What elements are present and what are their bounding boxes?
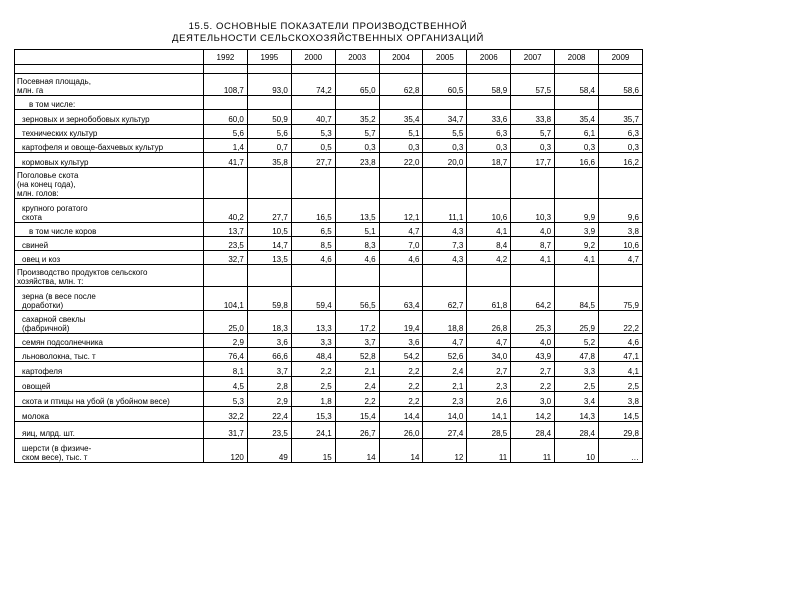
table-row [15,348,643,362]
value-cell: 76,4 [204,348,248,362]
value-cell: 6,3 [599,125,643,139]
value-cell: 4,7 [467,334,511,348]
table-row [15,168,643,199]
value-cell: 34,0 [467,348,511,362]
value-cell: 59,8 [247,287,291,311]
value-cell [555,96,599,110]
value-cell [335,265,379,287]
value-cell: 14 [335,439,379,463]
value-cell [247,96,291,110]
value-cell: 62,8 [379,74,423,96]
row-label-cell: зерна (в весе после доработки) [15,287,204,311]
value-cell: 17,7 [511,153,555,168]
value-cell: 8,1 [204,362,248,377]
value-cell: 10,6 [467,199,511,223]
value-cell: 3,6 [379,334,423,348]
value-cell: 4,7 [379,223,423,237]
value-cell: 52,8 [335,348,379,362]
year-header-cell: 2005 [423,50,467,65]
value-cell: 3,4 [555,392,599,407]
value-cell: 43,9 [511,348,555,362]
table-row [15,110,643,125]
value-cell: 18,8 [423,311,467,334]
value-cell: 63,4 [379,287,423,311]
table-title-line-1: 15.5. ОСНОВНЫЕ ПОКАЗАТЕЛИ ПРОИЗВОДСТВЕННОЙ [188,21,468,32]
value-cell [467,96,511,110]
year-header-cell: 2006 [467,50,511,65]
value-cell: 3,8 [599,223,643,237]
value-cell [291,96,335,110]
value-cell: 48,4 [291,348,335,362]
value-cell: 25,3 [511,311,555,334]
value-cell: 35,4 [379,110,423,125]
value-cell: 16,5 [291,199,335,223]
value-cell: 32,2 [204,407,248,422]
value-cell: 61,8 [467,287,511,311]
value-cell: 2,5 [291,377,335,392]
year-header-cell: 2000 [291,50,335,65]
spacer-cell [379,65,423,74]
spacer-cell [423,65,467,74]
value-cell: 35,2 [335,110,379,125]
row-label-cell: картофеля и овоще-бахчевых культур [15,139,204,153]
value-cell: 34,7 [423,110,467,125]
value-cell: 24,1 [291,422,335,439]
value-cell: 33,6 [467,110,511,125]
value-cell [204,265,248,287]
value-cell: 56,5 [335,287,379,311]
row-label-cell: сахарной свеклы (фабричной) [15,311,204,334]
value-cell: 65,0 [335,74,379,96]
spacer-cell [335,65,379,74]
value-cell: 15 [291,439,335,463]
value-cell: 27,7 [291,153,335,168]
value-cell: 26,8 [467,311,511,334]
table-row [15,139,643,153]
row-label-cell: овощей [15,377,204,392]
value-cell: 27,4 [423,422,467,439]
value-cell: 11 [467,439,511,463]
value-cell: 3,7 [247,362,291,377]
value-cell: 4,7 [423,334,467,348]
value-cell: 22,0 [379,153,423,168]
value-cell: 11 [511,439,555,463]
table-row [15,153,643,168]
row-label-cell: свиней [15,237,204,251]
value-cell: 62,7 [423,287,467,311]
value-cell: 5,6 [204,125,248,139]
value-cell: 0,3 [423,139,467,153]
value-cell: 2,7 [467,362,511,377]
value-cell: 5,7 [335,125,379,139]
value-cell [423,96,467,110]
value-cell: 5,1 [379,125,423,139]
value-cell: 10,5 [247,223,291,237]
value-cell: 58,4 [555,74,599,96]
value-cell: 4,1 [511,251,555,265]
value-cell: 47,1 [599,348,643,362]
value-cell: 2,9 [204,334,248,348]
value-cell: 3,6 [247,334,291,348]
value-cell [599,96,643,110]
value-cell: 14,4 [379,407,423,422]
value-cell: 2,9 [247,392,291,407]
value-cell: 2,6 [467,392,511,407]
table-row [15,377,643,392]
value-cell: 5,2 [555,334,599,348]
value-cell: 2,7 [511,362,555,377]
table-row [15,125,643,139]
spacer-cell [511,65,555,74]
value-cell: 2,2 [291,362,335,377]
table-row [15,334,643,348]
value-cell: 93,0 [247,74,291,96]
value-cell: 58,9 [467,74,511,96]
value-cell: 35,7 [599,110,643,125]
spacer-cell [555,65,599,74]
value-cell: 2,8 [247,377,291,392]
table-row [15,422,643,439]
value-cell: 29,8 [599,422,643,439]
spacer-cell [599,65,643,74]
value-cell: 27,7 [247,199,291,223]
row-label-cell: технических культур [15,125,204,139]
value-cell: 0,7 [247,139,291,153]
value-cell: 4,1 [555,251,599,265]
value-cell [423,168,467,199]
value-cell: 60,5 [423,74,467,96]
value-cell: 16,6 [555,153,599,168]
value-cell: 2,5 [599,377,643,392]
value-cell: 12,1 [379,199,423,223]
value-cell: 120 [204,439,248,463]
value-cell: 2,1 [423,377,467,392]
value-cell: 4,2 [467,251,511,265]
value-cell: 18,7 [467,153,511,168]
value-cell: 4,0 [511,334,555,348]
value-cell: 13,5 [335,199,379,223]
value-cell: 6,3 [467,125,511,139]
value-cell [204,168,248,199]
value-cell: 7,3 [423,237,467,251]
value-cell: 75,9 [599,287,643,311]
value-cell: 17,2 [335,311,379,334]
value-cell [511,265,555,287]
value-cell: 59,4 [291,287,335,311]
value-cell: 2,2 [511,377,555,392]
value-cell: 3,7 [335,334,379,348]
table-row [15,265,643,287]
value-cell: 5,3 [291,125,335,139]
value-cell: 3,3 [555,362,599,377]
value-cell: 2,2 [379,392,423,407]
table-row [15,223,643,237]
year-header-cell: 1992 [204,50,248,65]
value-cell: 10,3 [511,199,555,223]
value-cell: 25,0 [204,311,248,334]
year-header-cell: 2009 [599,50,643,65]
spacer-cell [467,65,511,74]
value-cell: 0,3 [599,139,643,153]
value-cell: 13,5 [247,251,291,265]
row-label-cell: яиц, млрд. шт. [15,422,204,439]
row-label-cell: льноволокна, тыс. т [15,348,204,362]
row-label-cell: крупного рогатого скота [15,199,204,223]
value-cell: 4,6 [291,251,335,265]
value-cell: 2,3 [423,392,467,407]
value-cell: 60,0 [204,110,248,125]
value-cell: 41,7 [204,153,248,168]
table-title-line-2: ДЕЯТЕЛЬНОСТИ СЕЛЬСКОХОЗЯЙСТВЕННЫХ ОРГАНИЗАЦИЙ [172,33,484,44]
value-cell: 19,4 [379,311,423,334]
row-label-cell: в том числе: [15,96,204,110]
value-cell: 5,1 [335,223,379,237]
table-row [15,362,643,377]
value-cell [247,168,291,199]
value-cell: 57,5 [511,74,555,96]
value-cell: 0,3 [555,139,599,153]
table-row [15,287,643,311]
value-cell: 20,0 [423,153,467,168]
spacer-cell [291,65,335,74]
value-cell: 66,6 [247,348,291,362]
value-cell: 3,9 [555,223,599,237]
value-cell: 2,1 [335,362,379,377]
value-cell: 4,7 [599,251,643,265]
value-cell: 40,2 [204,199,248,223]
row-label-cell: скота и птицы на убой (в убойном весе) [15,392,204,407]
statistics-table [14,49,643,463]
value-cell [379,96,423,110]
value-cell: 32,7 [204,251,248,265]
value-cell: 28,4 [555,422,599,439]
value-cell: 25,9 [555,311,599,334]
value-cell: 47,8 [555,348,599,362]
value-cell: 14,1 [467,407,511,422]
value-cell: 14 [379,439,423,463]
value-cell: 4,1 [599,362,643,377]
value-cell: 8,4 [467,237,511,251]
year-header-cell: 2003 [335,50,379,65]
value-cell: 16,2 [599,153,643,168]
value-cell: 2,5 [555,377,599,392]
value-cell: 14,0 [423,407,467,422]
value-cell [291,168,335,199]
value-cell: 7,0 [379,237,423,251]
value-cell: 4,5 [204,377,248,392]
row-label-cell: Поголовье скота (на конец года), млн. голов: [15,168,204,199]
value-cell: 4,0 [511,223,555,237]
value-cell [511,96,555,110]
value-cell [247,265,291,287]
year-header-cell: 2007 [511,50,555,65]
value-cell: 3,3 [291,334,335,348]
table-row [15,199,643,223]
value-cell: 2,2 [335,392,379,407]
row-label-cell: Посевная площадь, млн. га [15,74,204,96]
value-cell: 10 [555,439,599,463]
value-cell: 8,3 [335,237,379,251]
value-cell: 22,2 [599,311,643,334]
value-cell: 108,7 [204,74,248,96]
table-row [15,439,643,463]
value-cell: 14,2 [511,407,555,422]
value-cell: 5,3 [204,392,248,407]
value-cell [599,265,643,287]
value-cell: 1,8 [291,392,335,407]
value-cell: 5,7 [511,125,555,139]
value-cell: 26,7 [335,422,379,439]
value-cell [379,168,423,199]
value-cell: 4,6 [335,251,379,265]
table-row [15,311,643,334]
value-cell [379,265,423,287]
value-cell: 40,7 [291,110,335,125]
value-cell: 58,6 [599,74,643,96]
corner-header-cell [15,50,204,65]
value-cell: 31,7 [204,422,248,439]
row-label-cell: шерсти (в физиче- ском весе), тыс. т [15,439,204,463]
value-cell: 14,5 [599,407,643,422]
value-cell: 50,9 [247,110,291,125]
value-cell: 2,2 [379,377,423,392]
spacer-cell [15,65,204,74]
year-header-cell: 1995 [247,50,291,65]
value-cell: 23,5 [247,422,291,439]
value-cell: 104,1 [204,287,248,311]
value-cell: 5,5 [423,125,467,139]
value-cell: 3,0 [511,392,555,407]
value-cell: 54,2 [379,348,423,362]
value-cell: 5,6 [247,125,291,139]
value-cell: 9,2 [555,237,599,251]
row-label-cell: зерновых и зернобобовых культур [15,110,204,125]
value-cell: 18,3 [247,311,291,334]
year-header-row [15,50,643,65]
value-cell: 13,7 [204,223,248,237]
table-body [15,65,643,463]
row-label-cell: в том числе коров [15,223,204,237]
value-cell: 4,1 [467,223,511,237]
spacer-cell [247,65,291,74]
value-cell [599,168,643,199]
value-cell: 12 [423,439,467,463]
value-cell [335,96,379,110]
value-cell: 14,7 [247,237,291,251]
value-cell: 0,3 [379,139,423,153]
value-cell: 0,5 [291,139,335,153]
row-label-cell: молока [15,407,204,422]
table-row [15,392,643,407]
table-row [15,74,643,96]
year-header-cell: 2008 [555,50,599,65]
value-cell: 0,3 [467,139,511,153]
value-cell [291,265,335,287]
value-cell [555,168,599,199]
value-cell: 15,3 [291,407,335,422]
value-cell: 28,5 [467,422,511,439]
value-cell: 0,3 [511,139,555,153]
value-cell [423,265,467,287]
value-cell: 6,5 [291,223,335,237]
value-cell: 4,3 [423,251,467,265]
value-cell [467,168,511,199]
value-cell: 28,4 [511,422,555,439]
value-cell: 8,7 [511,237,555,251]
value-cell: 2,3 [467,377,511,392]
value-cell [555,265,599,287]
value-cell: 4,6 [599,334,643,348]
year-header-cell: 2004 [379,50,423,65]
value-cell [511,168,555,199]
value-cell: 23,5 [204,237,248,251]
value-cell: 1,4 [204,139,248,153]
value-cell: 64,2 [511,287,555,311]
value-cell: 3,8 [599,392,643,407]
value-cell: 35,8 [247,153,291,168]
value-cell: 11,1 [423,199,467,223]
value-cell: 35,4 [555,110,599,125]
value-cell: 14,3 [555,407,599,422]
table-row [15,237,643,251]
value-cell [335,168,379,199]
row-label-cell: Производство продуктов сельского хозяйства, млн. т: [15,265,204,287]
value-cell: … [599,439,643,463]
value-cell: 13,3 [291,311,335,334]
value-cell: 15,4 [335,407,379,422]
value-cell [204,96,248,110]
value-cell: 33,8 [511,110,555,125]
value-cell: 6,1 [555,125,599,139]
value-cell: 26,0 [379,422,423,439]
value-cell: 23,8 [335,153,379,168]
value-cell: 52,6 [423,348,467,362]
value-cell: 4,3 [423,223,467,237]
value-cell: 74,2 [291,74,335,96]
value-cell: 2,4 [335,377,379,392]
table-title [14,21,642,45]
value-cell: 49 [247,439,291,463]
value-cell: 84,5 [555,287,599,311]
value-cell: 10,6 [599,237,643,251]
value-cell: 2,4 [423,362,467,377]
row-label-cell: овец и коз [15,251,204,265]
value-cell: 0,3 [335,139,379,153]
value-cell: 22,4 [247,407,291,422]
spacer-cell [204,65,248,74]
table-row [15,407,643,422]
value-cell [467,265,511,287]
spacer-row [15,65,643,74]
value-cell: 8,5 [291,237,335,251]
value-cell: 2,2 [379,362,423,377]
row-label-cell: картофеля [15,362,204,377]
value-cell: 9,9 [555,199,599,223]
table-row [15,96,643,110]
table-row [15,251,643,265]
value-cell: 4,6 [379,251,423,265]
row-label-cell: кормовых культур [15,153,204,168]
value-cell: 9,6 [599,199,643,223]
row-label-cell: семян подсолнечника [15,334,204,348]
